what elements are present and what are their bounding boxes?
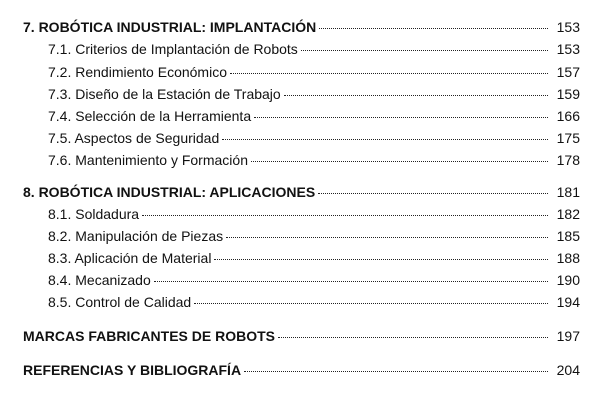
toc-page-number: 197 (556, 328, 580, 344)
toc-chapter-title: REFERENCIAS Y BIBLIOGRAFÍA (23, 362, 242, 378)
toc-section-title: 7.1. Criterios de Implantación de Robots (48, 41, 298, 57)
toc-referencias (23, 360, 580, 380)
toc-section-8-2 (48, 226, 580, 246)
toc-chapter-title: MARCAS FABRICANTES DE ROBOTS (23, 328, 276, 344)
toc-section-8-4 (48, 270, 580, 290)
toc-section-title: 7.4. Selección de la Herramienta (48, 108, 252, 124)
dot-leader (318, 193, 548, 194)
dot-leader (142, 215, 548, 216)
toc-chapter-8 (23, 182, 580, 202)
dot-leader (154, 281, 548, 282)
dot-leader (214, 259, 548, 260)
toc-page-number: 157 (556, 64, 580, 80)
toc-page-number: 153 (556, 41, 580, 57)
toc-section-8-3 (48, 248, 580, 268)
dot-leader (254, 117, 548, 118)
dot-leader (301, 50, 548, 51)
toc-section-title: 8.1. Soldadura (48, 206, 140, 222)
dot-leader (278, 337, 548, 338)
toc-section-8-5 (48, 292, 580, 312)
toc-section-title: 7.2. Rendimiento Económico (48, 64, 227, 80)
toc-section-7-2 (48, 62, 580, 82)
toc-section-title: 8.2. Manipulación de Piezas (48, 228, 224, 244)
toc-section-title: 7.3. Diseño de la Estación de Trabajo (48, 86, 281, 102)
toc-page-number: 182 (556, 206, 580, 222)
dot-leader (222, 139, 548, 140)
toc-section-title: 8.4. Mecanizado (48, 272, 151, 288)
toc-section-title: 8.3. Aplicación de Material (48, 250, 212, 266)
toc-page-number: 153 (556, 19, 580, 35)
toc-section-7-1 (48, 39, 580, 59)
toc-page-number: 178 (556, 152, 580, 168)
toc-page-number: 181 (556, 184, 580, 200)
toc-section-title: 7.6. Mantenimiento y Formación (48, 152, 248, 168)
toc-chapter-7 (23, 17, 580, 37)
toc-chapter-title: 8. ROBÓTICA INDUSTRIAL: APLICACIONES (23, 184, 316, 200)
toc-section-8-1 (48, 204, 580, 224)
dot-leader (226, 237, 548, 238)
dot-leader (319, 28, 548, 29)
toc-page-number: 194 (556, 294, 580, 310)
toc-section-7-6 (48, 150, 580, 170)
toc-page-number: 185 (556, 228, 580, 244)
dot-leader (244, 371, 548, 372)
toc-section-7-3 (48, 84, 580, 104)
toc-marcas (23, 326, 580, 346)
toc-page-number: 175 (556, 130, 580, 146)
toc-page-number: 166 (556, 108, 580, 124)
dot-leader (194, 303, 548, 304)
toc-page-number: 190 (556, 272, 580, 288)
dot-leader (284, 95, 548, 96)
toc-chapter-title: 7. ROBÓTICA INDUSTRIAL: IMPLANTACIÓN (23, 19, 317, 35)
toc-section-title: 7.5. Aspectos de Seguridad (48, 130, 220, 146)
toc-section-title: 8.5. Control de Calidad (48, 294, 192, 310)
dot-leader (230, 73, 548, 74)
toc-page-number: 188 (556, 250, 580, 266)
toc-page-number: 204 (556, 362, 580, 378)
toc-section-7-4 (48, 106, 580, 126)
toc-page-number: 159 (556, 86, 580, 102)
dot-leader (251, 161, 548, 162)
toc-section-7-5 (48, 128, 580, 148)
